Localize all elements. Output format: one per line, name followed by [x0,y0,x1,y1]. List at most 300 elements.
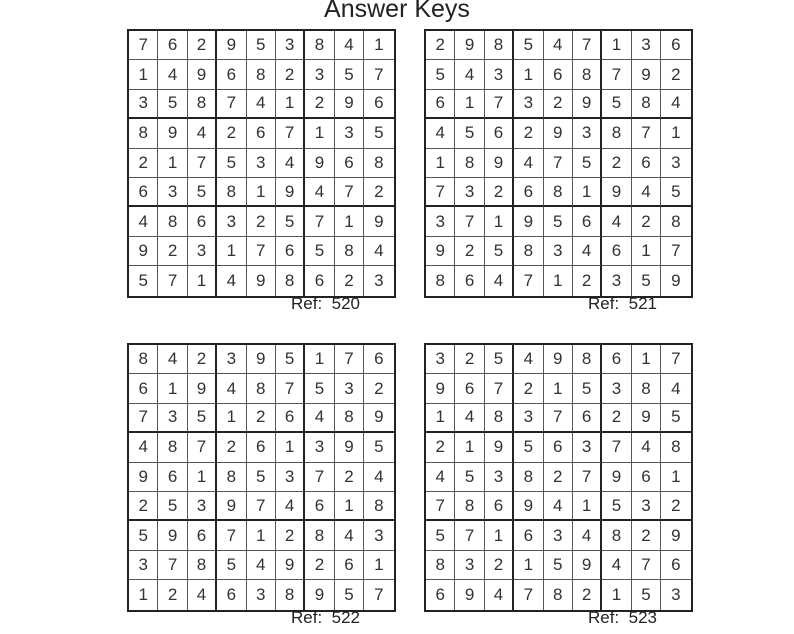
sudoku-puzzle-520 [127,29,396,298]
sudoku-cell: 7 [129,31,158,60]
sudoku-puzzle-523 [424,343,693,612]
sudoku-cell: 7 [374,584,384,604]
sudoku-cell: 2 [247,404,276,433]
ref-number: 520 [331,294,361,313]
sudoku-cell: 3 [661,149,690,178]
sudoku-cell: 4 [602,551,631,580]
sudoku-cell: 7 [188,149,217,178]
sudoku-cell: 5 [188,178,217,207]
sudoku-cell: 4 [335,521,364,550]
sudoku-cell: 4 [661,374,690,403]
sudoku-cell: 3 [247,580,276,609]
sudoku-cell: 6 [129,178,158,207]
sudoku-cell: 4 [276,149,305,178]
sudoku-cell: 4 [305,404,334,433]
sudoku-cell: 7 [602,60,631,89]
sudoku-cell: 5 [514,433,543,462]
sudoku-cell: 8 [573,60,602,89]
sudoku-cell: 1 [485,521,514,550]
sudoku-cell: 3 [129,90,158,119]
sudoku-cell: 3 [305,60,334,89]
sudoku-cell: 7 [602,433,631,462]
sudoku-cell: 3 [514,404,543,433]
sudoku-cell: 7 [514,266,543,295]
sudoku-cell: 2 [335,463,364,492]
sudoku-cell: 1 [188,463,217,492]
sudoku-cell: 2 [158,237,187,266]
sudoku-cell: 3 [247,149,276,178]
sudoku-cell: 1 [514,60,543,89]
sudoku-cell: 2 [455,345,484,374]
sudoku-cell: 8 [158,433,187,462]
sudoku-cell: 3 [573,119,602,148]
sudoku-grid [127,29,396,298]
sudoku-cell: 2 [364,178,393,207]
sudoku-cell: 1 [247,521,276,550]
sudoku-cell: 9 [573,90,602,119]
sudoku-cell: 6 [158,31,187,60]
sudoku-cell: 9 [632,404,661,433]
sudoku-cell: 6 [335,149,364,178]
sudoku-cell: 5 [247,31,276,60]
sudoku-cell: 9 [544,119,573,148]
sudoku-cell: 4 [217,374,246,403]
sudoku-puzzle-521 [424,29,693,298]
sudoku-cell: 2 [514,119,543,148]
sudoku-cell: 6 [247,119,276,148]
sudoku-cell: 4 [455,60,484,89]
sudoku-cell: 1 [602,31,631,60]
sudoku-cell: 7 [158,551,187,580]
sudoku-cell: 4 [129,207,158,236]
sudoku-cell: 9 [335,90,364,119]
sudoku-cell: 7 [305,463,334,492]
sudoku-cell: 8 [247,60,276,89]
sudoku-cell: 8 [217,463,246,492]
sudoku-cell: 5 [573,374,602,403]
sudoku-cell: 8 [217,178,246,207]
sudoku-cell: 5 [158,492,187,521]
sudoku-cell: 6 [188,207,217,236]
sudoku-cell: 2 [544,463,573,492]
sudoku-cell: 1 [129,60,158,89]
sudoku-cell: 9 [485,433,514,462]
ref-prefix: Ref: [588,608,620,627]
sudoku-cell: 9 [305,580,334,609]
sudoku-cell: 9 [514,492,543,521]
sudoku-cell: 9 [217,492,246,521]
sudoku-cell: 8 [426,266,455,295]
sudoku-cell: 6 [217,60,246,89]
sudoku-cell: 4 [426,463,455,492]
sudoku-cell: 8 [305,521,334,550]
sudoku-cell: 1 [485,207,514,236]
sudoku-cell: 5 [455,463,484,492]
sudoku-cell: 9 [129,237,158,266]
sudoku-cell: 3 [217,345,246,374]
sudoku-cell: 7 [661,345,690,374]
sudoku-cell: 3 [573,433,602,462]
sudoku-cell: 9 [455,580,484,609]
sudoku-cell: 4 [573,237,602,266]
sudoku-grid [424,29,693,298]
sudoku-cell: 4 [426,119,455,148]
ref-label-520 [291,294,360,314]
sudoku-cell: 6 [573,404,602,433]
ref-number: 521 [628,294,658,313]
sudoku-cell: 5 [426,60,455,89]
sudoku-cell: 6 [335,551,364,580]
sudoku-cell: 4 [276,492,305,521]
sudoku-cell: 3 [305,433,334,462]
sudoku-cell: 5 [602,90,631,119]
sudoku-cell: 6 [276,237,305,266]
sudoku-cell: 4 [158,345,187,374]
sudoku-cell: 1 [335,492,364,521]
page-title: Answer Keys [324,0,470,23]
sudoku-cell: 6 [602,237,631,266]
sudoku-cell: 8 [544,178,573,207]
sudoku-cell: 3 [335,374,364,403]
sudoku-cell: 5 [276,207,305,236]
sudoku-cell: 6 [602,345,631,374]
sudoku-cell: 5 [426,521,455,550]
sudoku-cell: 2 [129,149,158,178]
sudoku-cell: 2 [217,119,246,148]
sudoku-cell: 4 [247,551,276,580]
sudoku-cell: 4 [217,266,246,295]
sudoku-cell: 2 [632,207,661,236]
sudoku-cell: 8 [129,119,158,148]
sudoku-cell: 5 [661,404,690,433]
sudoku-cell: 8 [514,463,543,492]
sudoku-cell: 7 [335,178,364,207]
sudoku-cell: 4 [544,31,573,60]
sudoku-cell: 1 [129,580,158,609]
sudoku-cell: 3 [544,521,573,550]
sudoku-cell: 6 [514,521,543,550]
sudoku-cell: 7 [514,580,543,609]
sudoku-cell: 7 [573,31,602,60]
sudoku-cell: 2 [188,31,217,60]
sudoku-cell: 2 [661,492,690,521]
sudoku-cell: 8 [485,31,514,60]
sudoku-cell: 9 [455,31,484,60]
sudoku-cell: 6 [217,580,246,609]
sudoku-cell: 1 [661,463,690,492]
sudoku-cell: 8 [364,149,393,178]
sudoku-cell: 6 [247,433,276,462]
sudoku-cell: 5 [158,90,187,119]
sudoku-cell: 3 [632,492,661,521]
sudoku-cell: 9 [632,60,661,89]
sudoku-cell: 6 [632,149,661,178]
sudoku-cell: 6 [455,374,484,403]
sudoku-cell: 8 [158,207,187,236]
sudoku-cell: 3 [188,492,217,521]
sudoku-cell: 7 [217,521,246,550]
sudoku-cell: 1 [335,207,364,236]
sudoku-cell: 7 [217,90,246,119]
sudoku-cell: 2 [602,149,631,178]
sudoku-cell: 3 [158,178,187,207]
sudoku-cell: 3 [426,207,455,236]
sudoku-cell: 5 [217,149,246,178]
sudoku-cell: 9 [335,433,364,462]
sudoku-cell: 9 [671,270,681,290]
sudoku-cell: 5 [455,119,484,148]
sudoku-cell: 3 [276,31,305,60]
ref-prefix: Ref: [291,294,323,313]
sudoku-cell: 1 [573,492,602,521]
sudoku-cell: 4 [305,178,334,207]
sudoku-cell: 5 [485,345,514,374]
sudoku-cell: 5 [129,521,158,550]
sudoku-cell: 9 [276,551,305,580]
sudoku-cell: 1 [364,551,393,580]
sudoku-cell: 3 [129,551,158,580]
sudoku-cell: 9 [602,463,631,492]
sudoku-cell: 8 [455,492,484,521]
sudoku-cell: 6 [426,580,455,609]
sudoku-cell: 8 [514,237,543,266]
sudoku-cell: 7 [573,463,602,492]
sudoku-cell: 2 [632,521,661,550]
sudoku-cell: 8 [602,521,631,550]
sudoku-cell: 5 [544,207,573,236]
sudoku-cell: 6 [632,463,661,492]
sudoku-cell: 5 [129,266,158,295]
sudoku-cell: 2 [602,404,631,433]
sudoku-cell: 6 [514,178,543,207]
sudoku-cell: 6 [661,551,690,580]
sudoku-cell: 7 [247,237,276,266]
ref-number: 522 [331,608,361,627]
sudoku-cell: 8 [661,207,690,236]
sudoku-cell: 4 [364,237,393,266]
sudoku-cell: 8 [305,31,334,60]
sudoku-cell: 3 [158,404,187,433]
sudoku-cell: 7 [426,492,455,521]
sudoku-cell: 3 [188,237,217,266]
sudoku-cell: 9 [305,149,334,178]
sudoku-cell: 5 [632,580,661,609]
sudoku-cell: 5 [573,149,602,178]
sudoku-cell: 8 [335,237,364,266]
sudoku-cell: 3 [364,521,393,550]
sudoku-cell: 1 [514,551,543,580]
sudoku-cell: 4 [514,345,543,374]
sudoku-cell: 4 [661,90,690,119]
sudoku-cell: 1 [455,90,484,119]
sudoku-cell: 6 [188,521,217,550]
sudoku-cell: 2 [573,266,602,295]
sudoku-cell: 3 [602,266,631,295]
sudoku-cell: 8 [335,404,364,433]
sudoku-cell: 7 [455,207,484,236]
ref-label-521 [588,294,657,314]
sudoku-cell: 8 [485,404,514,433]
sudoku-cell: 1 [188,266,217,295]
sudoku-cell: 5 [485,237,514,266]
sudoku-cell: 7 [335,345,364,374]
sudoku-cell: 1 [426,149,455,178]
sudoku-cell: 2 [426,31,455,60]
sudoku-cell: 8 [602,119,631,148]
sudoku-cell: 9 [158,521,187,550]
sudoku-cell: 1 [276,90,305,119]
sudoku-cell: 9 [544,345,573,374]
sudoku-cell: 7 [632,119,661,148]
sudoku-cell: 6 [544,60,573,89]
sudoku-cell: 7 [661,237,690,266]
sudoku-cell: 9 [129,463,158,492]
sudoku-cell: 7 [426,178,455,207]
sudoku-cell: 2 [158,580,187,609]
sudoku-cell: 8 [632,374,661,403]
sudoku-cell: 5 [247,463,276,492]
sudoku-cell: 5 [217,551,246,580]
sudoku-cell: 9 [661,521,690,550]
sudoku-cell: 1 [455,433,484,462]
sudoku-cell: 2 [335,266,364,295]
sudoku-cell: 1 [158,374,187,403]
sudoku-cell: 9 [514,207,543,236]
sudoku-cell: 5 [364,119,393,148]
sudoku-cell: 9 [188,60,217,89]
sudoku-cell: 5 [364,433,393,462]
sudoku-cell: 2 [276,521,305,550]
sudoku-cell: 6 [573,207,602,236]
sudoku-cell: 2 [426,433,455,462]
sudoku-cell: 8 [247,374,276,403]
sudoku-cell: 3 [671,584,681,604]
sudoku-cell: 2 [661,60,690,89]
sudoku-cell: 2 [305,90,334,119]
sudoku-cell: 6 [485,492,514,521]
sudoku-cell: 1 [217,237,246,266]
sudoku-cell: 1 [426,404,455,433]
sudoku-cell: 7 [544,149,573,178]
sudoku-cell: 2 [455,237,484,266]
sudoku-cell: 1 [158,149,187,178]
sudoku-cell: 6 [129,374,158,403]
sudoku-cell: 4 [632,433,661,462]
ref-prefix: Ref: [588,294,620,313]
sudoku-cell: 8 [632,90,661,119]
sudoku-cell: 4 [573,521,602,550]
sudoku-cell: 7 [188,433,217,462]
sudoku-cell: 8 [188,90,217,119]
sudoku-cell: 7 [485,90,514,119]
sudoku-cell: 9 [364,207,393,236]
sudoku-cell: 6 [305,266,334,295]
sudoku-cell: 1 [544,266,573,295]
sudoku-cell: 4 [544,492,573,521]
sudoku-cell: 7 [276,119,305,148]
sudoku-cell: 8 [276,580,305,609]
sudoku-cell: 1 [602,580,631,609]
sudoku-cell: 8 [544,580,573,609]
sudoku-cell: 4 [364,463,393,492]
sudoku-cell: 2 [573,580,602,609]
sudoku-cell: 1 [364,31,393,60]
sudoku-cell: 7 [455,521,484,550]
sudoku-cell: 1 [305,119,334,148]
sudoku-cell: 8 [426,551,455,580]
sudoku-cell: 7 [544,404,573,433]
sudoku-cell: 6 [544,433,573,462]
sudoku-cell: 3 [544,237,573,266]
sudoku-cell: 6 [426,90,455,119]
sudoku-cell: 6 [455,266,484,295]
sudoku-cell: 8 [364,492,393,521]
sudoku-cell: 7 [485,374,514,403]
sudoku-cell: 2 [217,433,246,462]
sudoku-cell: 5 [544,551,573,580]
sudoku-cell: 5 [661,178,690,207]
sudoku-cell: 5 [305,237,334,266]
ref-label-523 [588,608,657,628]
ref-label-522 [291,608,360,628]
sudoku-cell: 3 [455,551,484,580]
sudoku-cell: 4 [632,178,661,207]
sudoku-cell: 7 [276,374,305,403]
sudoku-cell: 5 [335,60,364,89]
ref-number: 523 [628,608,658,627]
sudoku-cell: 6 [305,492,334,521]
sudoku-cell: 1 [632,237,661,266]
sudoku-cell: 9 [247,345,276,374]
sudoku-cell: 7 [364,60,393,89]
sudoku-cell: 2 [544,90,573,119]
sudoku-cell: 2 [305,551,334,580]
sudoku-cell: 6 [364,345,393,374]
sudoku-cell: 5 [514,31,543,60]
sudoku-cell: 7 [129,404,158,433]
sudoku-cell: 8 [129,345,158,374]
sudoku-cell: 9 [485,149,514,178]
sudoku-cell: 9 [247,266,276,295]
sudoku-cell: 3 [335,119,364,148]
sudoku-cell: 9 [158,119,187,148]
sudoku-cell: 7 [247,492,276,521]
sudoku-grid [424,343,693,612]
sudoku-cell: 1 [217,404,246,433]
sudoku-cell: 5 [188,404,217,433]
sudoku-cell: 6 [276,404,305,433]
sudoku-cell: 9 [364,404,393,433]
sudoku-cell: 3 [276,463,305,492]
sudoku-cell: 2 [364,374,393,403]
sudoku-cell: 2 [188,345,217,374]
sudoku-cell: 1 [661,119,690,148]
sudoku-cell: 3 [426,345,455,374]
sudoku-cell: 9 [426,237,455,266]
sudoku-cell: 9 [426,374,455,403]
sudoku-grid [127,343,396,612]
sudoku-cell: 4 [602,207,631,236]
sudoku-cell: 4 [485,266,514,295]
sudoku-cell: 1 [247,178,276,207]
sudoku-cell: 1 [276,433,305,462]
sudoku-cell: 7 [158,266,187,295]
sudoku-cell: 8 [276,266,305,295]
sudoku-cell: 4 [188,580,217,609]
sudoku-cell: 3 [485,60,514,89]
sudoku-cell: 5 [632,266,661,295]
sudoku-cell: 3 [514,90,543,119]
